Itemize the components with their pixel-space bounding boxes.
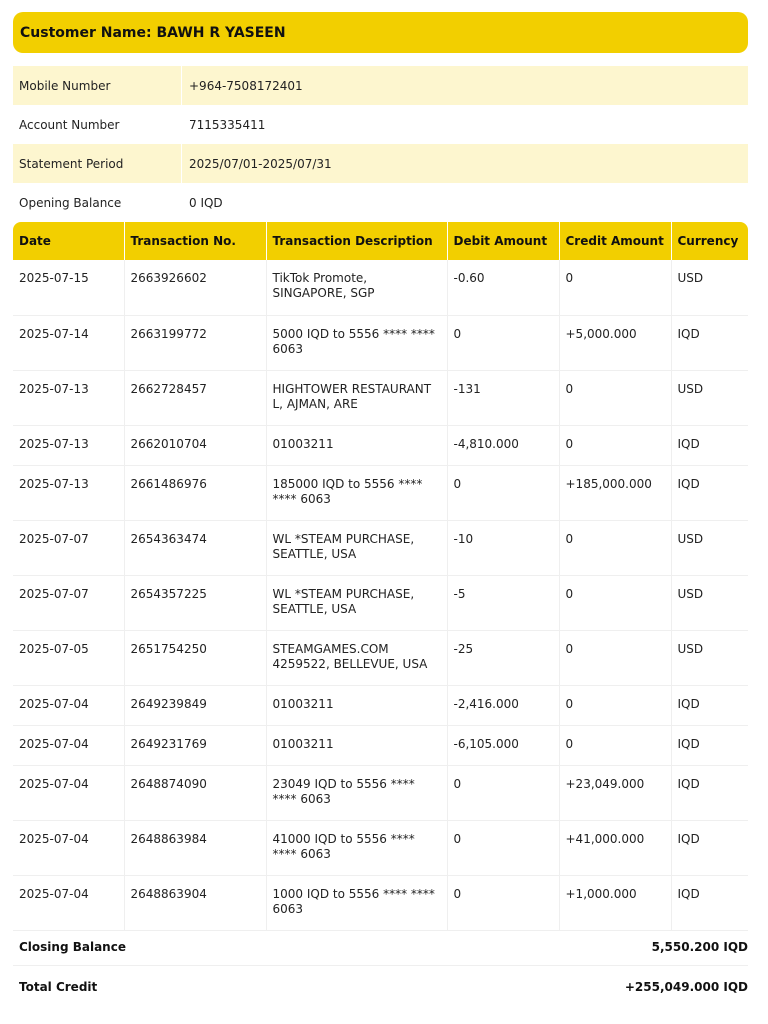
cell-date: 2025-07-05	[13, 630, 124, 685]
table-row	[13, 315, 748, 370]
cell-currency: IQD	[671, 685, 748, 725]
cell-debit: 0	[447, 465, 559, 520]
info-value: 2025/07/01-2025/07/31	[189, 156, 332, 171]
cell-desc: 23049 IQD to 5556 **** **** 6063	[266, 765, 447, 820]
cell-debit: -0.60	[447, 260, 559, 315]
cell-currency: USD	[671, 575, 748, 630]
info-label: Statement Period	[19, 156, 124, 171]
table-row	[13, 260, 748, 315]
table-row	[13, 630, 748, 685]
table-row	[13, 575, 748, 630]
table-row	[13, 425, 748, 465]
info-value: 7115335411	[189, 117, 266, 132]
cell-debit: 0	[447, 875, 559, 930]
cell-date: 2025-07-13	[13, 425, 124, 465]
cell-txn: 2663926602	[124, 260, 266, 315]
cell-date: 2025-07-13	[13, 465, 124, 520]
cell-txn: 2649239849	[124, 685, 266, 725]
cell-currency: IQD	[671, 820, 748, 875]
info-label: Mobile Number	[19, 78, 111, 93]
column-header-date: Date	[13, 222, 124, 260]
cell-credit: +185,000.000	[559, 465, 671, 520]
cell-currency: USD	[671, 520, 748, 575]
info-value: 0 IQD	[189, 195, 223, 210]
cell-credit: 0	[559, 685, 671, 725]
cell-debit: -25	[447, 630, 559, 685]
cell-credit: 0	[559, 520, 671, 575]
cell-date: 2025-07-04	[13, 820, 124, 875]
customer-name-header	[13, 12, 748, 53]
info-value: +964-7508172401	[189, 78, 303, 93]
table-row	[13, 725, 748, 765]
cell-txn: 2654363474	[124, 520, 266, 575]
cell-txn: 2662010704	[124, 425, 266, 465]
cell-debit: -4,810.000	[447, 425, 559, 465]
cell-date: 2025-07-13	[13, 370, 124, 425]
table-row	[13, 685, 748, 725]
cell-credit: +1,000.000	[559, 875, 671, 930]
column-header-credit: Credit Amount	[559, 222, 671, 260]
cell-debit: 0	[447, 765, 559, 820]
cell-debit: -131	[447, 370, 559, 425]
column-header-currency: Currency	[671, 222, 748, 260]
cell-desc: 01003211	[266, 425, 447, 465]
cell-currency: IQD	[671, 765, 748, 820]
cell-currency: IQD	[671, 875, 748, 930]
total-credit-row	[13, 968, 748, 1006]
closing-balance-label: Closing Balance	[19, 939, 126, 954]
cell-credit: +23,049.000	[559, 765, 671, 820]
cell-txn: 2648863984	[124, 820, 266, 875]
cell-desc: 41000 IQD to 5556 **** **** 6063	[266, 820, 447, 875]
cell-desc: 01003211	[266, 725, 447, 765]
account-info	[13, 66, 748, 222]
table-row	[13, 465, 748, 520]
info-row-mobile	[13, 66, 748, 105]
info-label: Opening Balance	[19, 195, 122, 210]
table-row	[13, 370, 748, 425]
cell-credit: 0	[559, 425, 671, 465]
info-row-opening	[13, 183, 748, 222]
cell-txn: 2648863904	[124, 875, 266, 930]
table-row	[13, 765, 748, 820]
cell-currency: IQD	[671, 725, 748, 765]
cell-txn: 2649231769	[124, 725, 266, 765]
cell-desc: 5000 IQD to 5556 **** **** 6063	[266, 315, 447, 370]
table-row	[13, 875, 748, 930]
cell-currency: IQD	[671, 315, 748, 370]
cell-credit: +5,000.000	[559, 315, 671, 370]
total-credit-label: Total Credit	[19, 980, 98, 994]
cell-date: 2025-07-04	[13, 765, 124, 820]
info-row-period	[13, 144, 748, 183]
cell-credit: 0	[559, 575, 671, 630]
cell-desc: HIGHTOWER RESTAURANT L, AJMAN, ARE	[266, 370, 447, 425]
cell-txn: 2663199772	[124, 315, 266, 370]
cell-credit: 0	[559, 630, 671, 685]
cell-debit: 0	[447, 315, 559, 370]
column-header-txn: Transaction No.	[124, 222, 266, 260]
transactions-table	[13, 222, 748, 931]
cell-txn: 2661486976	[124, 465, 266, 520]
table-row	[13, 520, 748, 575]
cell-debit: -10	[447, 520, 559, 575]
cell-debit: -6,105.000	[447, 725, 559, 765]
cell-debit: -2,416.000	[447, 685, 559, 725]
cell-credit: 0	[559, 370, 671, 425]
cell-txn: 2662728457	[124, 370, 266, 425]
cell-desc: WL *STEAM PURCHASE, SEATTLE, USA	[266, 575, 447, 630]
cell-desc: 1000 IQD to 5556 **** **** 6063	[266, 875, 447, 930]
cell-currency: USD	[671, 370, 748, 425]
cell-desc: 185000 IQD to 5556 **** **** 6063	[266, 465, 447, 520]
cell-currency: USD	[671, 260, 748, 315]
closing-balance-value: 5,550.200 IQD	[651, 939, 748, 954]
cell-currency: USD	[671, 630, 748, 685]
cell-date: 2025-07-07	[13, 575, 124, 630]
cell-date: 2025-07-07	[13, 520, 124, 575]
cell-credit: 0	[559, 725, 671, 765]
cell-date: 2025-07-04	[13, 725, 124, 765]
column-header-debit: Debit Amount	[447, 222, 559, 260]
cell-currency: IQD	[671, 425, 748, 465]
cell-date: 2025-07-15	[13, 260, 124, 315]
cell-credit: 0	[559, 260, 671, 315]
cell-date: 2025-07-14	[13, 315, 124, 370]
cell-date: 2025-07-04	[13, 685, 124, 725]
info-label: Account Number	[19, 117, 120, 132]
cell-desc: TikTok Promote, SINGAPORE, SGP	[266, 260, 447, 315]
cell-credit: +41,000.000	[559, 820, 671, 875]
info-row-account	[13, 105, 748, 144]
table-row	[13, 820, 748, 875]
column-header-description: Transaction Description	[266, 222, 447, 260]
customer-name-title: Customer Name: BAWH R YASEEN	[20, 24, 286, 41]
cell-desc: WL *STEAM PURCHASE, SEATTLE, USA	[266, 520, 447, 575]
cell-desc: STEAMGAMES.COM 4259522, BELLEVUE, USA	[266, 630, 447, 685]
cell-currency: IQD	[671, 465, 748, 520]
cell-date: 2025-07-04	[13, 875, 124, 930]
cell-debit: 0	[447, 820, 559, 875]
cell-txn: 2651754250	[124, 630, 266, 685]
cell-desc: 01003211	[266, 685, 447, 725]
table-header-row	[13, 222, 748, 260]
closing-balance-row	[13, 928, 748, 966]
cell-debit: -5	[447, 575, 559, 630]
total-credit-value: +255,049.000 IQD	[624, 980, 748, 994]
cell-txn: 2648874090	[124, 765, 266, 820]
cell-txn: 2654357225	[124, 575, 266, 630]
